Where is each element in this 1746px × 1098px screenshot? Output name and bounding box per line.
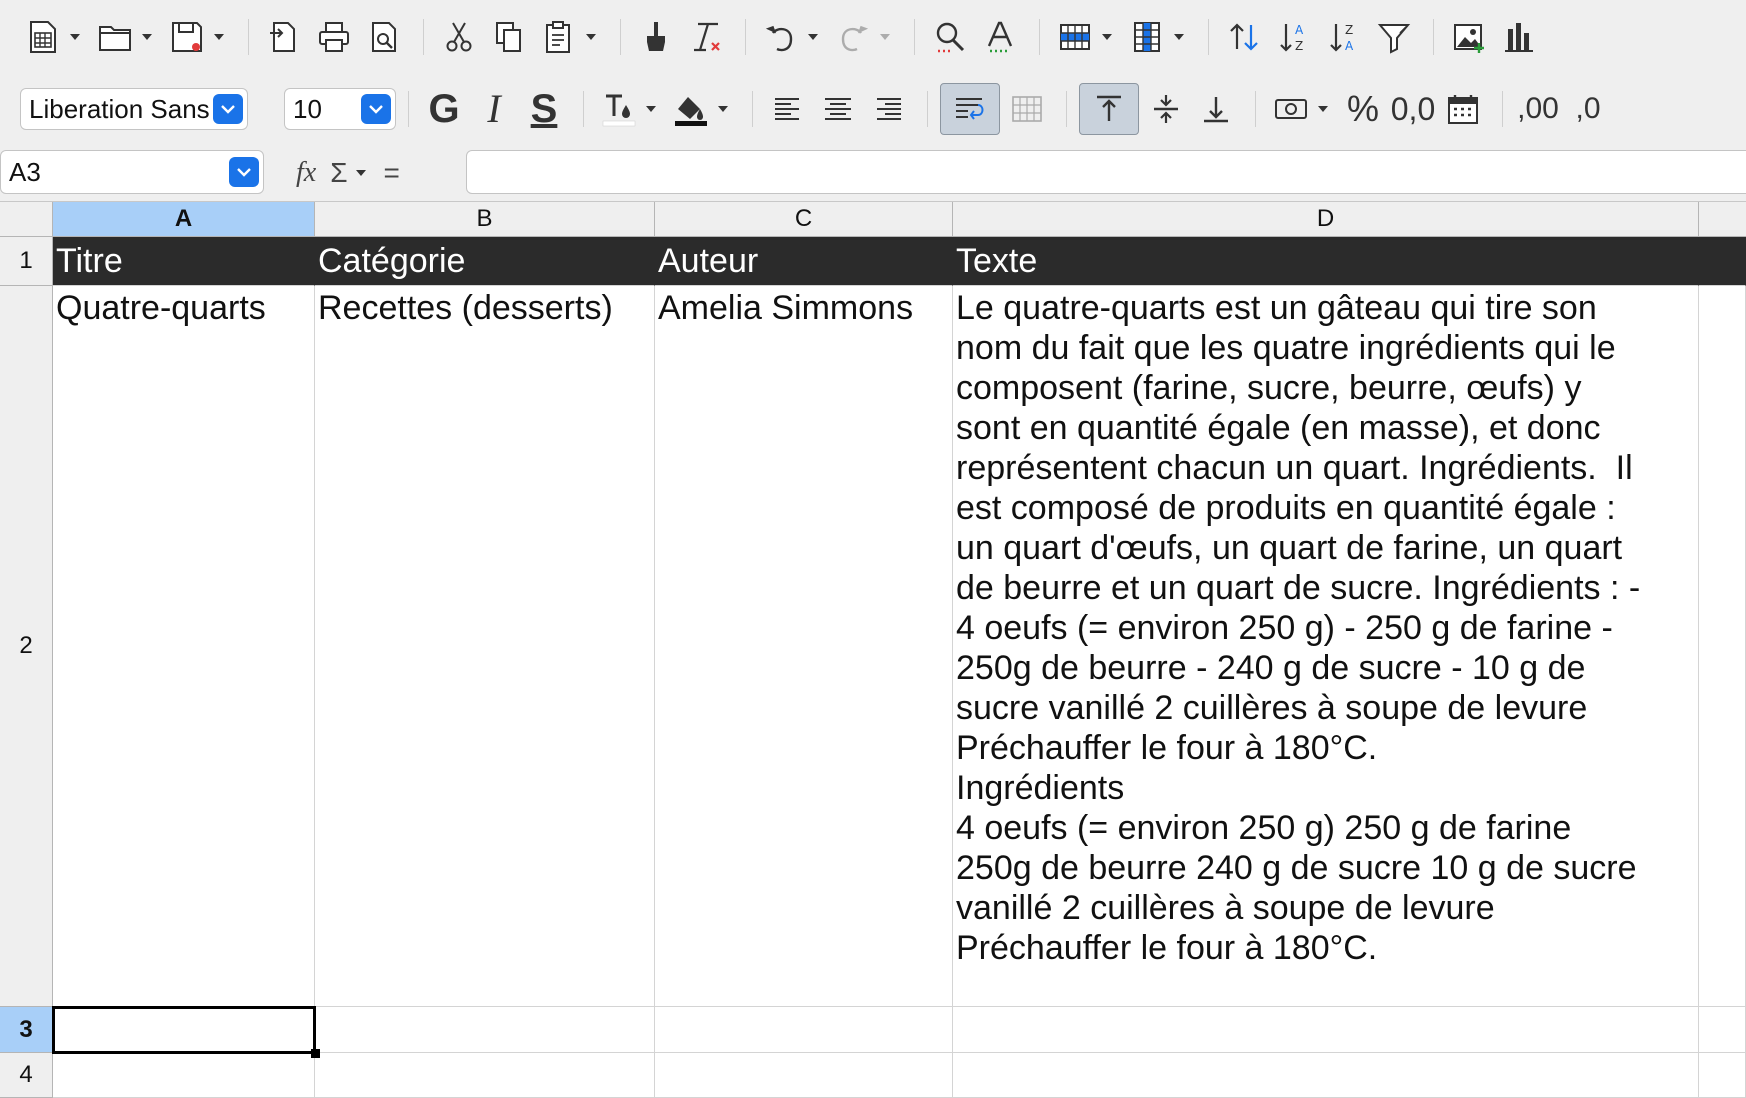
- separator: [620, 19, 621, 55]
- separator: [1502, 91, 1503, 127]
- delete-decimal-button[interactable]: ,0: [1575, 92, 1601, 125]
- formula-input[interactable]: [466, 150, 1746, 194]
- add-decimal-button[interactable]: ,00: [1517, 92, 1559, 125]
- separator: [927, 91, 928, 127]
- align-bottom-icon[interactable]: [1193, 83, 1239, 135]
- wrap-text-icon[interactable]: [940, 83, 1000, 135]
- cell-d4[interactable]: [953, 1053, 1699, 1098]
- number-format-button[interactable]: 0,0: [1390, 91, 1436, 127]
- merge-cells-icon[interactable]: [1004, 83, 1050, 135]
- name-box[interactable]: [0, 150, 264, 194]
- cell-d1[interactable]: Texte: [953, 237, 1699, 286]
- clear-formatting-icon[interactable]: [683, 11, 729, 63]
- cell-e1[interactable]: [1699, 237, 1746, 286]
- background-color-icon[interactable]: [668, 83, 714, 135]
- function-wizard-button[interactable]: fx: [296, 157, 317, 188]
- row-dropdown-icon[interactable]: [1098, 11, 1116, 63]
- open-folder-icon[interactable]: [92, 11, 138, 63]
- underline-button[interactable]: S: [530, 87, 558, 131]
- column-header-e[interactable]: [1699, 202, 1746, 237]
- separator: [248, 19, 249, 55]
- separator: [1208, 19, 1209, 55]
- redo-dropdown-icon[interactable]: [876, 11, 894, 63]
- column-dropdown-icon[interactable]: [1170, 11, 1188, 63]
- insert-chart-icon[interactable]: [1496, 11, 1542, 63]
- cell-d3[interactable]: [953, 1007, 1699, 1053]
- cell-a3-selected[interactable]: [53, 1007, 315, 1053]
- cell-b4[interactable]: [315, 1053, 655, 1098]
- cell-c3[interactable]: [655, 1007, 953, 1053]
- open-dropdown-icon[interactable]: [138, 11, 156, 63]
- row-header-3[interactable]: 3: [0, 1007, 53, 1053]
- column-header-b[interactable]: B: [315, 202, 655, 237]
- separator: [1066, 91, 1067, 127]
- separator: [1039, 19, 1040, 55]
- align-left-icon[interactable]: [765, 83, 811, 135]
- row-header-2[interactable]: 2: [0, 286, 53, 1007]
- print-icon[interactable]: [311, 11, 357, 63]
- paste-icon[interactable]: [536, 11, 582, 63]
- date-format-icon[interactable]: [1440, 83, 1486, 135]
- name-box-value[interactable]: A3: [9, 156, 41, 187]
- formula-button[interactable]: =: [383, 157, 400, 188]
- select-all-corner[interactable]: [0, 202, 53, 237]
- svg-text:A: A: [1295, 23, 1304, 37]
- bold-button[interactable]: G: [428, 87, 460, 131]
- column-header-d[interactable]: D: [953, 202, 1699, 237]
- currency-dropdown-icon[interactable]: [1314, 83, 1332, 135]
- new-dropdown-icon[interactable]: [66, 11, 84, 63]
- chevron-down-icon[interactable]: [213, 94, 243, 124]
- cell-b2[interactable]: Recettes (desserts): [315, 286, 655, 1007]
- svg-text:A: A: [1345, 39, 1354, 53]
- standard-toolbar: [0, 0, 1746, 74]
- font-color-dropdown-icon[interactable]: [642, 83, 660, 135]
- row-header-1[interactable]: 1: [0, 237, 53, 286]
- formula-functions: [296, 144, 400, 202]
- cell-b3[interactable]: [315, 1007, 655, 1053]
- separator: [423, 19, 424, 55]
- cell-b1[interactable]: Catégorie: [315, 237, 655, 286]
- percent-format-button[interactable]: %: [1346, 88, 1379, 129]
- separator: [1255, 91, 1256, 127]
- separator: [745, 19, 746, 55]
- font-name-value[interactable]: Liberation Sans: [29, 93, 210, 124]
- chevron-down-icon[interactable]: [361, 94, 391, 124]
- svg-text:Z: Z: [1345, 23, 1354, 37]
- italic-button[interactable]: I: [487, 86, 501, 131]
- sum-dropdown-icon[interactable]: [352, 158, 370, 188]
- separator: [1433, 19, 1434, 55]
- separator: [752, 91, 753, 127]
- paste-dropdown-icon[interactable]: [582, 11, 600, 63]
- align-center-icon[interactable]: [815, 83, 861, 135]
- separator: [408, 91, 409, 127]
- background-color-dropdown-icon[interactable]: [714, 83, 732, 135]
- cell-a2[interactable]: Quatre-quarts: [53, 286, 315, 1007]
- svg-text:Z: Z: [1295, 39, 1304, 53]
- cell-e3[interactable]: [1699, 1007, 1746, 1053]
- font-name-combo[interactable]: [20, 88, 248, 130]
- clone-formatting-icon[interactable]: [633, 11, 679, 63]
- sort-descending-icon[interactable]: [1321, 11, 1367, 63]
- formatting-toolbar: [0, 74, 1746, 144]
- font-size-combo[interactable]: [284, 88, 396, 130]
- row-header-4[interactable]: 4: [0, 1053, 53, 1098]
- cell-a1[interactable]: Titre: [53, 237, 315, 286]
- font-color-icon[interactable]: [596, 83, 642, 135]
- column-icon[interactable]: [1124, 11, 1170, 63]
- cell-c1[interactable]: Auteur: [655, 237, 953, 286]
- copy-icon[interactable]: [486, 11, 532, 63]
- align-right-icon[interactable]: [865, 83, 911, 135]
- align-top-icon[interactable]: [1079, 83, 1139, 135]
- cell-e4[interactable]: [1699, 1053, 1746, 1098]
- cut-icon[interactable]: [436, 11, 482, 63]
- cell-e2[interactable]: [1699, 286, 1746, 1007]
- chevron-down-icon[interactable]: [229, 157, 259, 187]
- row-icon[interactable]: [1052, 11, 1098, 63]
- undo-icon[interactable]: [758, 11, 804, 63]
- undo-dropdown-icon[interactable]: [804, 11, 822, 63]
- fill-handle[interactable]: [311, 1049, 320, 1058]
- autofilter-icon[interactable]: [1371, 11, 1417, 63]
- spreadsheet-grid: [0, 202, 1746, 1098]
- cell-d2[interactable]: Le quatre-quarts est un gâteau qui tire son nom du fait que les quatre ingrédients qui le composent (farine, sucre, beurre, œufs) y sont en quantité égale (en masse), et donc représentent chacun un quart. Ingrédients. Il est composé de produits en quantité égale : un quart d'œufs, un quart de farine, un quart de beurre et un quart de sucre. Ingrédients : - 4 oeufs (= environ 250 g) - 250 g de farine - 250g de beurre - 240 g de sucre - 10 g de sucre vanillé 2 cuillères à soupe de levure Préchauffer le four à 180°C. Ingrédients 4 oeufs (= environ 250 g) 250 g de farine 250g de beurre 240 g de sucre 10 g de sucre vanillé 2 cuillères à soupe de levure Préchauffer le four à 180°C.: [953, 286, 1699, 1007]
- save-dropdown-icon[interactable]: [210, 11, 228, 63]
- insert-image-icon[interactable]: [1446, 11, 1492, 63]
- separator: [914, 19, 915, 55]
- cell-c4[interactable]: [655, 1053, 953, 1098]
- sort-icon[interactable]: [1221, 11, 1267, 63]
- print-preview-icon[interactable]: [361, 11, 407, 63]
- column-header-a[interactable]: A: [53, 202, 315, 237]
- font-size-value[interactable]: 10: [293, 93, 322, 124]
- sort-ascending-icon[interactable]: [1271, 11, 1317, 63]
- separator: [583, 91, 584, 127]
- formula-bar: [0, 144, 1746, 202]
- export-pdf-icon[interactable]: [261, 11, 307, 63]
- save-icon[interactable]: [164, 11, 210, 63]
- spelling-icon[interactable]: [977, 11, 1023, 63]
- find-replace-icon[interactable]: [927, 11, 973, 63]
- cell-a4[interactable]: [53, 1053, 315, 1098]
- sum-button[interactable]: Σ: [330, 157, 348, 188]
- center-vertically-icon[interactable]: [1143, 83, 1189, 135]
- redo-icon[interactable]: [830, 11, 876, 63]
- column-header-c[interactable]: C: [655, 202, 953, 237]
- cell-c2[interactable]: Amelia Simmons: [655, 286, 953, 1007]
- currency-format-icon[interactable]: [1268, 83, 1314, 135]
- new-spreadsheet-icon[interactable]: [20, 11, 66, 63]
